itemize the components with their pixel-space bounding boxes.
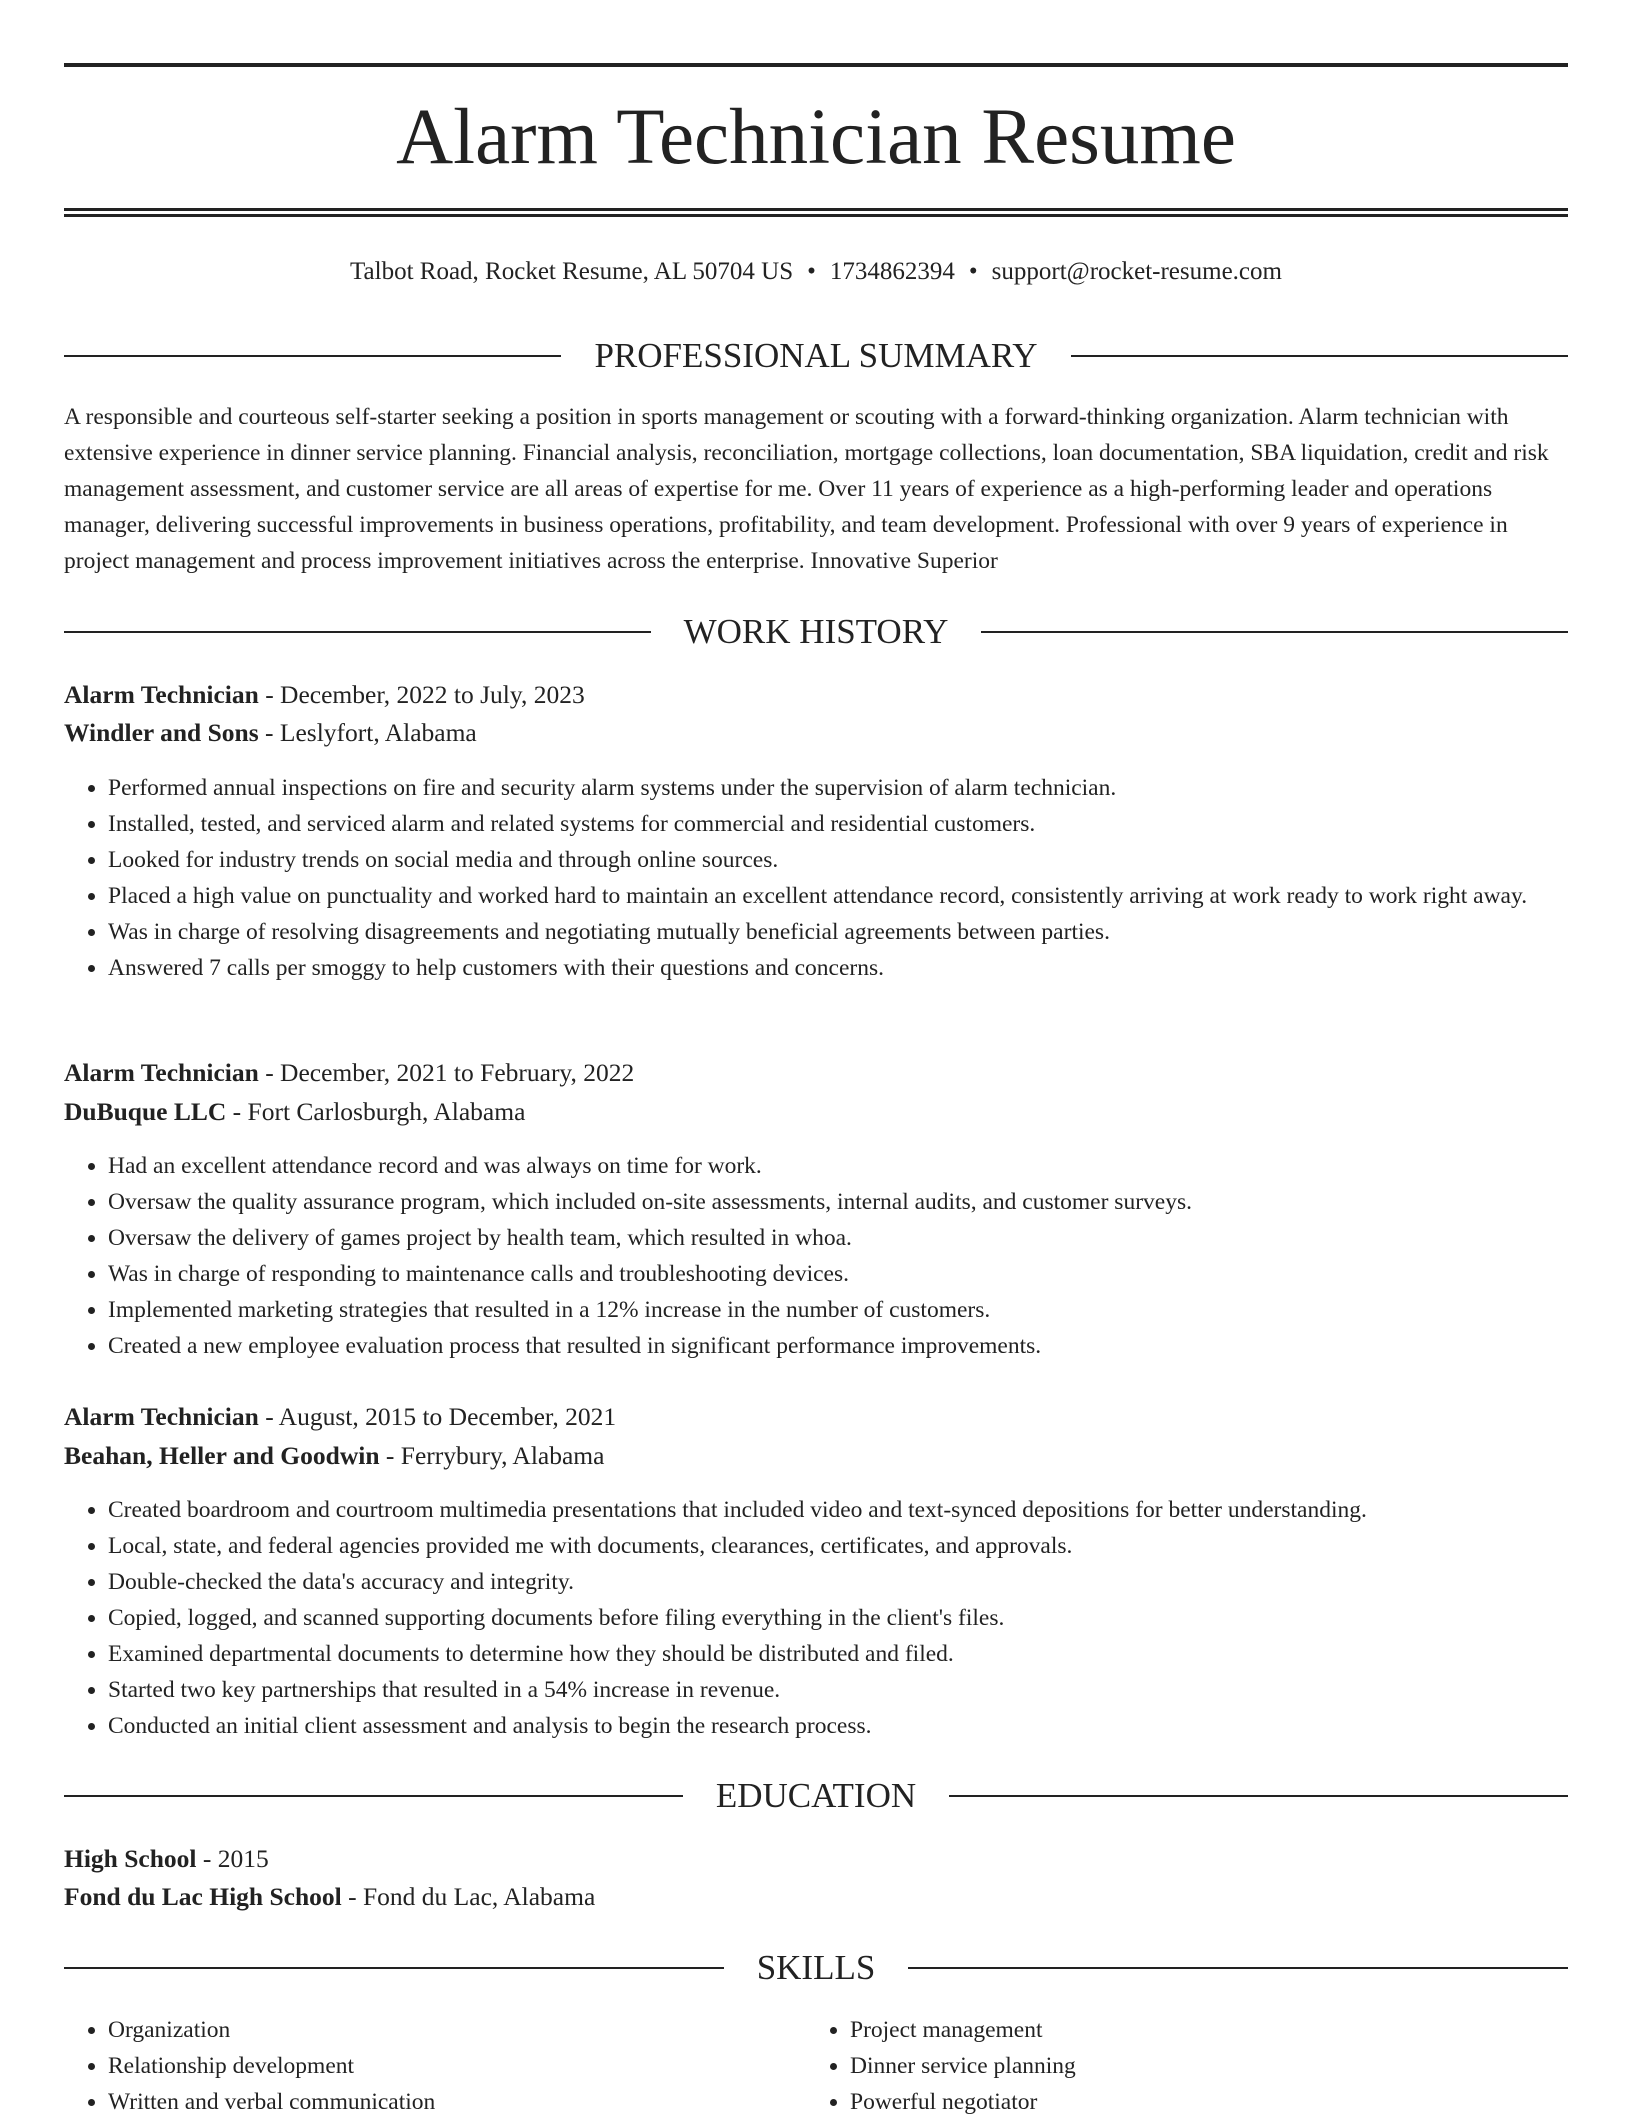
- contact-email: support@rocket-resume.com: [991, 258, 1282, 285]
- skill-item: • Project management: [850, 2012, 1506, 2048]
- job-title-line: [64, 1054, 1568, 1092]
- contact-separator: •: [968, 258, 978, 285]
- skill-item: • Organization: [108, 2012, 764, 2048]
- contact-phone: 1734862394: [829, 258, 955, 285]
- job-location: - Ferrybury, Alabama: [379, 1441, 605, 1470]
- job-company: Beahan, Heller and Goodwin: [64, 1441, 380, 1470]
- list-item: • Installed, tested, and serviced alarm and related systems for commercial and residential customers.: [108, 806, 1568, 842]
- job-title-line: [64, 676, 1568, 714]
- education-school: Fond du Lac High School: [64, 1882, 342, 1911]
- skill-item: • Dinner service planning: [850, 2048, 1506, 2084]
- section-rule: [64, 1967, 724, 1969]
- section-title: WORK HISTORY: [683, 612, 949, 651]
- education-location: - Fond du Lac, Alabama: [341, 1882, 596, 1911]
- job-location: - Leslyfort, Alabama: [258, 718, 477, 747]
- job-company-line: [64, 1093, 1568, 1131]
- list-item: • Implemented marketing strategies that resulted in a 12% increase in the number of customers.: [108, 1292, 1568, 1328]
- job-bullets: [64, 770, 1568, 986]
- list-item: • Had an excellent attendance record and was always on time for work.: [108, 1148, 1568, 1184]
- list-item: • Local, state, and federal agencies provided me with documents, clearances, certificates, and approvals.: [108, 1528, 1568, 1564]
- section-rule: [908, 1967, 1568, 1969]
- list-item: • Double-checked the data's accuracy and integrity.: [108, 1564, 1568, 1600]
- skill-item: • Written and verbal communication: [108, 2084, 764, 2120]
- job-title: Alarm Technician: [64, 680, 259, 709]
- list-item: • Created a new employee evaluation process that resulted in significant performance improvements.: [108, 1328, 1568, 1364]
- section-rule: [1071, 355, 1568, 357]
- section-rule: [981, 631, 1568, 633]
- list-item: • Copied, logged, and scanned supporting documents before filing everything in the client's files.: [108, 1600, 1568, 1636]
- list-item: • Placed a high value on punctuality and worked hard to maintain an excellent attendance record, consistently arriving at work ready to work right away.: [108, 878, 1568, 914]
- list-item: • Looked for industry trends on social media and through online sources.: [108, 842, 1568, 878]
- contact-separator: •: [807, 258, 816, 285]
- education-school-line: [64, 1878, 1568, 1916]
- summary-paragraph: A responsible and courteous self-starter seeking a position in sports management or scouting with a forward-thinking organization. Alarm technician with extensive experience in dinner service planning. Financial analysis, reconciliation, mortgage collections, loan documentation, SBA liquidation, credit and risk management assessment, and customer service are all areas of expertise for me. Over 11 years of experience as a high-performing leader and operations manager, delivering successful improvements in business operations, profitability, and team development. Professional with over 9 years of experience in project management and process improvement initiatives across the enterprise. Innovative Superior: [64, 404, 1549, 574]
- contact-line: [64, 254, 1568, 290]
- job-company-line: [64, 714, 1568, 752]
- section-heading-skills: [64, 1946, 1568, 1990]
- list-item: • Conducted an initial client assessment and analysis to begin the research process.: [108, 1708, 1568, 1744]
- section-rule: [64, 631, 651, 633]
- section-title: EDUCATION: [715, 1776, 917, 1815]
- section-rule: [949, 1795, 1568, 1797]
- job-title: Alarm Technician: [64, 1402, 259, 1431]
- section-rule: [64, 355, 561, 357]
- job-company-line: [64, 1437, 1568, 1475]
- list-item: • Oversaw the quality assurance program, which included on-site assessments, internal audits, and customer surveys.: [108, 1184, 1568, 1220]
- section-heading-education: [64, 1774, 1568, 1818]
- section-title: SKILLS: [756, 1948, 876, 1987]
- skills-list-right: [806, 2012, 1506, 2120]
- education-degree: High School: [64, 1844, 197, 1873]
- list-item: • Was in charge of responding to maintenance calls and troubleshooting devices.: [108, 1256, 1568, 1292]
- title-double-rule: [64, 208, 1568, 217]
- list-item: • Performed annual inspections on fire and security alarm systems under the supervision of alarm technician.: [108, 770, 1568, 806]
- section-heading-summary: [64, 334, 1568, 378]
- job-bullets: [64, 1148, 1568, 1364]
- list-item: • Created boardroom and courtroom multimedia presentations that included video and text-synced depositions for better understanding.: [108, 1492, 1568, 1528]
- job-company: Windler and Sons: [64, 718, 259, 747]
- contact-address: Talbot Road, Rocket Resume, AL 50704 US: [350, 258, 794, 285]
- list-item: • Oversaw the delivery of games project by health team, which resulted in whoa.: [108, 1220, 1568, 1256]
- resume-title: Alarm Technician Resume: [396, 94, 1236, 181]
- section-title: PROFESSIONAL SUMMARY: [594, 336, 1038, 375]
- skill-item: • Powerful negotiator: [850, 2084, 1506, 2120]
- job-company: DuBuque LLC: [64, 1097, 227, 1126]
- section-heading-work-history: [64, 610, 1568, 654]
- skill-item: • Relationship development: [108, 2048, 764, 2084]
- job-title-line: [64, 1398, 1568, 1436]
- list-item: • Examined departmental documents to determine how they should be distributed and filed.: [108, 1636, 1568, 1672]
- education-year: - 2015: [196, 1844, 269, 1873]
- job-location: - Fort Carlosburgh, Alabama: [226, 1097, 526, 1126]
- job-dates: - December, 2022 to July, 2023: [258, 680, 585, 709]
- job-bullets: [64, 1492, 1568, 1744]
- section-rule: [64, 1795, 683, 1797]
- job-title: Alarm Technician: [64, 1058, 259, 1087]
- list-item: • Answered 7 calls per smoggy to help customers with their questions and concerns.: [108, 950, 1568, 986]
- job-dates: - August, 2015 to December, 2021: [258, 1402, 617, 1431]
- list-item: • Was in charge of resolving disagreements and negotiating mutually beneficial agreements between parties.: [108, 914, 1568, 950]
- top-rule: [64, 63, 1568, 67]
- education-degree-line: [64, 1840, 1568, 1878]
- job-dates: - December, 2021 to February, 2022: [258, 1058, 635, 1087]
- list-item: • Started two key partnerships that resulted in a 54% increase in revenue.: [108, 1672, 1568, 1708]
- skills-list-left: [64, 2012, 764, 2120]
